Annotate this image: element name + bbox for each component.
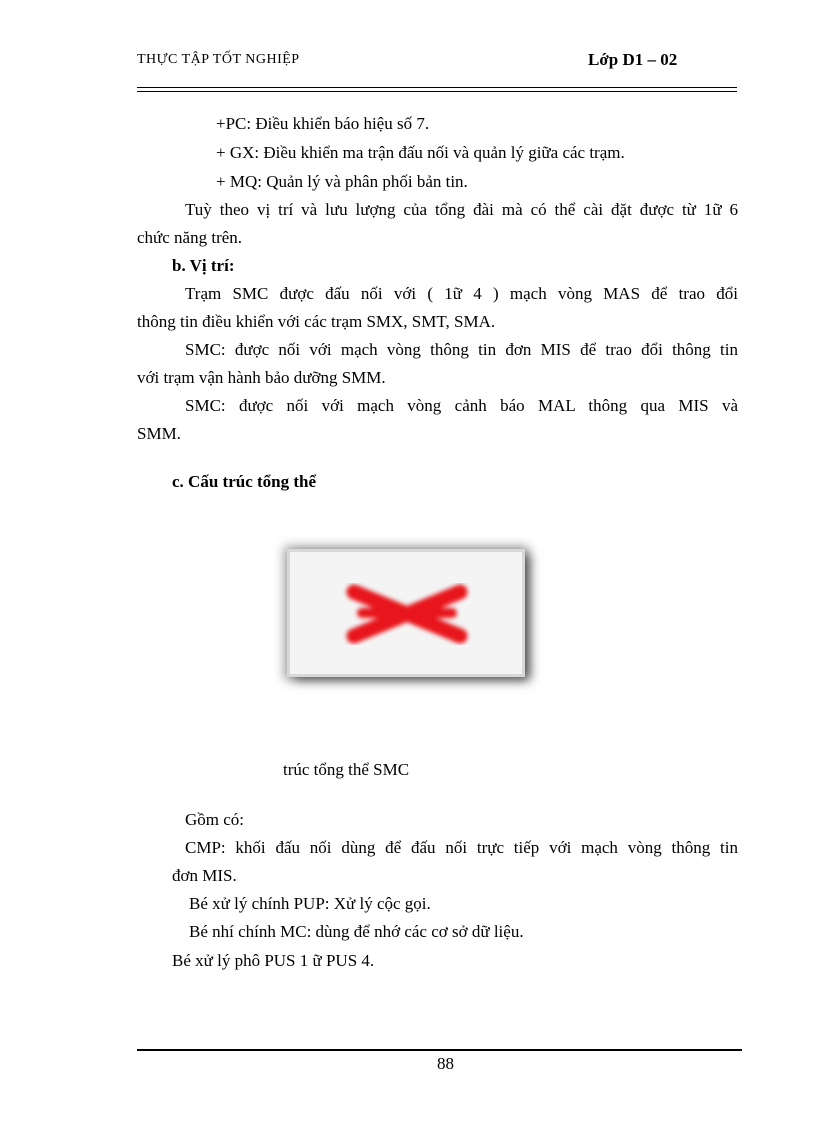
para-cmp-line1: CMP: khối đấu nối dùng để đấu nối trực tiếp với mạch vòng thông tin [185, 838, 738, 857]
header-rule-bottom [137, 91, 737, 92]
line-mc: Bé nhí chính MC: dùng để nhớ các cơ sở dữ liệu. [189, 922, 524, 941]
line-pup: Bé xử lý chính PUP: Xử lý cộc gọi. [189, 894, 431, 913]
line-mq: + MQ: Quản lý và phân phối bản tin. [216, 172, 468, 191]
para-tram-line1: Trạm SMC được đấu nối với ( 1ữ 4 ) mạch vòng MAS để trao đổi [185, 284, 738, 303]
para-tuy-line2: chức năng trên. [137, 228, 243, 247]
para-smc1-line1: SMC: được nối với mạch vòng thông tin đơn MIS để trao đổi thông tin [185, 340, 738, 359]
page-number: 88 [437, 1054, 454, 1073]
heading-cau-truc: c. Cấu trúc tổng thể [172, 472, 317, 491]
heading-vi-tri: b. Vị trí: [172, 256, 235, 275]
line-gom-co: Gồm có: [185, 810, 245, 829]
para-smc2-line2: SMM. [137, 424, 181, 443]
header-title: THỰC TẬP TỐT NGHIỆP [137, 52, 300, 67]
para-tram-line2: thông tin điều khiển với các trạm SMX, SMT, SMA. [137, 312, 496, 331]
para-smc2-line1: SMC: được nối với mạch vòng cảnh báo MAL thông qua MIS và [185, 396, 738, 415]
figure-caption: trúc tổng thể SMC [283, 760, 410, 779]
para-smc1-line2: với trạm vận hành bảo dưỡng SMM. [137, 368, 386, 387]
para-tuy-line1: Tuỳ theo vị trí và lưu lượng của tổng đài mà có thể cài đặt được từ 1ữ 6 [185, 200, 738, 219]
footer-rule [137, 1049, 742, 1051]
line-pus: Bé xử lý phô PUS 1 ữ PUS 4. [172, 951, 375, 970]
broken-image-placeholder [290, 552, 522, 674]
line-gx: + GX: Điều khiển ma trận đấu nối và quản lý giữa các trạm. [216, 143, 625, 162]
broken-image-x-icon [290, 552, 522, 674]
header-class: Lớp D1 – 02 [588, 50, 678, 69]
para-cmp-line2: đơn MIS. [172, 866, 237, 885]
line-pc: +PC: Điều khiển báo hiệu số 7. [216, 114, 430, 133]
header-rule-top [137, 87, 737, 88]
